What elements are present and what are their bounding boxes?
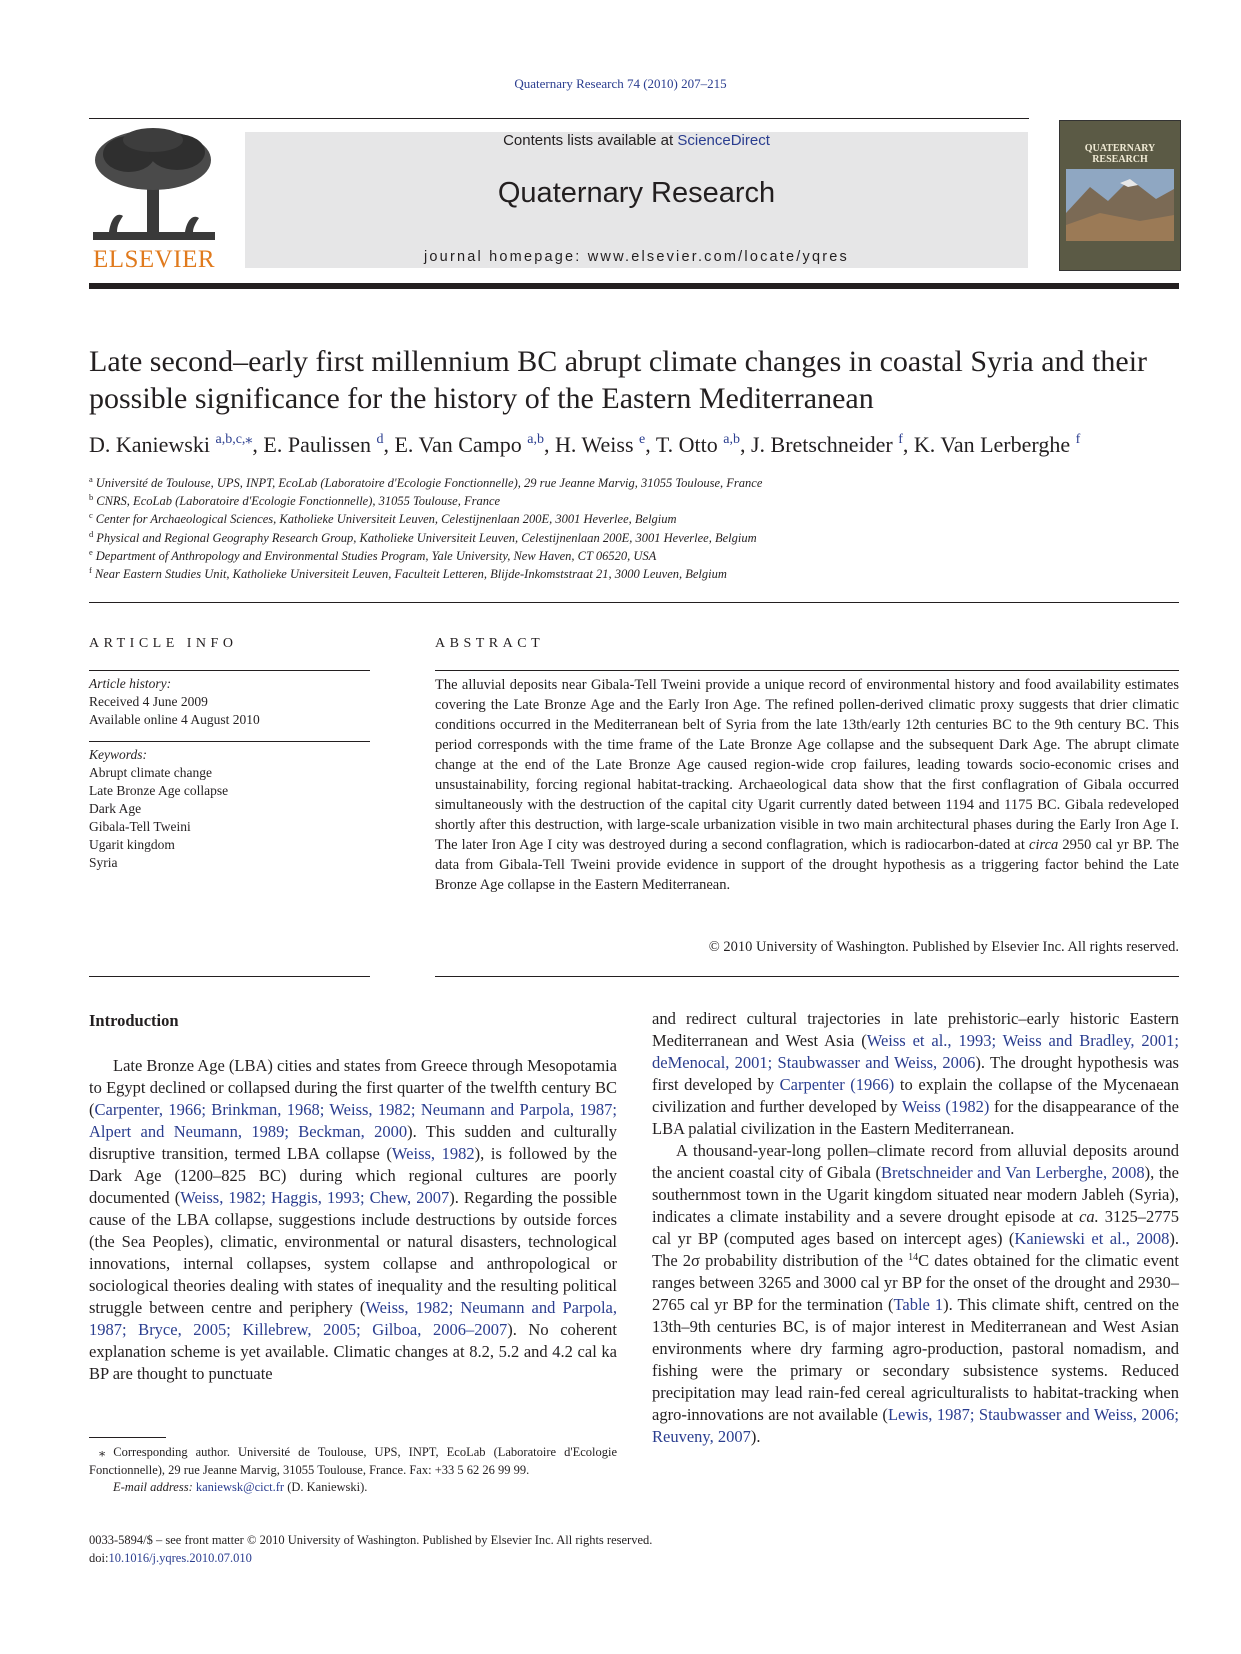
reference-link[interactable]: Weiss, 1982; Neumann and Parpola, 1987; Bryce, 2005; Killebrew, 2005; Gilboa, 2006–2007 xyxy=(89,1298,617,1339)
homepage-url[interactable]: www.elsevier.com/locate/yqres xyxy=(587,249,849,265)
keyword-item: Abrupt climate change xyxy=(89,765,212,780)
reference-link[interactable]: Carpenter (1966) xyxy=(779,1075,895,1094)
issn-line: 0033-5894/$ – see front matter © 2010 University of Washington. Published by Elsevier Inc. All rights reserved. xyxy=(89,1533,653,1547)
author-affiliation-marker[interactable]: a,b xyxy=(723,432,740,447)
abstract-rule xyxy=(435,976,1179,977)
article-history xyxy=(89,675,370,729)
top-rule xyxy=(89,118,1029,119)
author-affiliation-marker[interactable]: a,b xyxy=(527,432,545,447)
author-name: H. Weiss xyxy=(555,432,634,457)
keyword-item: Gibala-Tell Tweini xyxy=(89,819,191,834)
journal-homepage xyxy=(245,249,1028,265)
journal-name: Quaternary Research xyxy=(497,177,776,209)
author-name: D. Kaniewski xyxy=(89,432,210,457)
homepage-prefix: journal homepage: xyxy=(424,249,588,265)
author-name: E. Paulissen xyxy=(263,432,371,457)
affiliation-item: $^f$ Near Eastern Studies Unit, Katholieke Universiteit Leuven, Faculteit Letteren, Blijde-Inkomststraat 21, 3000 Leuven, Belgium xyxy=(89,565,727,582)
affiliation-item: $^d$ Physical and Regional Geography Research Group, Katholieke Universiteit Leuven, Celestijnenlaan 200E, 3001 Heverlee, Belgium xyxy=(89,528,757,545)
header-thick-rule xyxy=(89,283,1179,289)
elsevier-tree-icon xyxy=(89,126,219,244)
author-name: K. Van Lerberghe xyxy=(913,432,1071,457)
keyword-item: Late Bronze Age collapse xyxy=(89,783,229,798)
author-list: D. Kaniewski $^{a,b,c,⁎}$, E. Paulissen $^d$, E. Van Campo $^{a,b}$, H. Weiss $^e$, T. Otto $^{a,b}$, J. Bretschneider $^f$, K. Van Lerberghe $^f$ xyxy=(89,432,1081,457)
cover-title xyxy=(1060,143,1180,165)
affiliation-item: $^c$ Center for Archaeological Sciences, Katholieke Universiteit Leuven, Celestijnenlaan 200E, 3001 Heverlee, Belgium xyxy=(89,510,677,527)
reference-link[interactable]: Kaniewski et al., 2008 xyxy=(1014,1229,1170,1248)
paragraph: and redirect cultural trajectories in late prehistoric–early historic Eastern Mediterranean and West Asia (Weiss et al., 1993; Weiss and Bradley, 2001; deMenocal, 2001; Staubwasser and Weiss, 2006). The drought hypothesis was first developed by Carpenter (1966) to explain the collapse of the Mycenaean civilization and further developed by Weiss (1982) for the disappearance of the LBA palatial civilization in the Eastern Mediterranean. xyxy=(652,1009,1179,1138)
footnote-rule xyxy=(89,1437,166,1438)
reference-link[interactable]: Weiss, 1982; Haggis, 1993; Chew, 2007 xyxy=(180,1188,450,1207)
reference-link[interactable]: Weiss et al., 1993; Weiss and Bradley, 2001; deMenocal, 2001; Staubwasser and Weiss, 2006 xyxy=(652,1031,1179,1072)
corresponding-author-footnote xyxy=(89,1444,617,1497)
abstract-rule xyxy=(435,670,1179,671)
doi-line: doi:10.1016/j.yqres.2010.07.010 xyxy=(89,1551,252,1565)
received-date: Received 4 June 2009 xyxy=(89,694,208,709)
corresponding-star-icon: ⁎ xyxy=(245,432,253,447)
body-column-left xyxy=(89,1055,617,1385)
keyword-item: Dark Age xyxy=(89,801,142,816)
author-affiliation-marker[interactable]: f xyxy=(898,432,903,447)
sciencedirect-link[interactable]: ScienceDirect xyxy=(677,132,770,149)
author-affiliation-marker[interactable]: e xyxy=(639,432,646,447)
article-info-heading: ARTICLE INFO xyxy=(89,636,238,651)
cover-title-line2: RESEARCH xyxy=(1092,154,1148,165)
footnote-star-icon: ⁎ xyxy=(99,1445,106,1459)
affiliation-item: $^a$ Université de Toulouse, UPS, INPT, EcoLab (Laboratoire d'Ecologie Fonctionnelle), 29 rue Jeanne Marvig, 31055 Toulouse, France xyxy=(89,474,763,490)
abstract-heading: ABSTRACT xyxy=(435,636,545,651)
affiliation-list xyxy=(89,474,1179,583)
contents-line xyxy=(245,132,1028,149)
journal-banner xyxy=(245,132,1028,268)
keyword-item: Syria xyxy=(89,855,118,870)
abstract-text: The alluvial deposits near Gibala-Tell Tweini provide a unique record of environmental history and food availability estimates covering the Late Bronze Age and the Early Iron Age. The refined pollen-derived climatic proxy suggests that drier climatic conditions occurred in the Mediterranean belt of Syria from the late 13th/early 12th centuries BC to the 9th century BC. This period corresponds with the time frame of the Late Bronze Age collapse and the subsequent Dark Age. The abrupt climate change at the end of the Late Bronze Age caused region-wide crop failures, leading towards socio-economic crises and unsustainability, forcing regional habitat-tracking. Archaeological data show that the first conflagration of Gibala occurred simultaneously with the destruction of the capital city Ugarit currently dated between 1194 and 1175 BC. Gibala redeveloped shortly after this destruction, with large-scale urbanization visible in two main architectural phases during the Early Iron Age I. The later Iron Age I city was destroyed during a second conflagration, which is radiocarbon-dated at circa 2950 cal yr BP. The data from Gibala-Tell Tweini provide evidence in support of the drought hypothesis as a triggering factor behind the Late Bronze Age collapse in the Eastern Mediterranean. xyxy=(435,677,1179,893)
reference-link[interactable]: Carpenter, 1966; Brinkman, 1968; Weiss, 1982; Neumann and Parpola, 1987; Alpert and Neumann, 1989; Beckman, 2000 xyxy=(89,1100,617,1141)
keywords-label: Keywords: xyxy=(89,747,147,762)
email-link[interactable]: kaniewsk@cict.fr xyxy=(195,1480,285,1494)
history-label: Article history: xyxy=(89,676,172,691)
author-affiliation-marker[interactable]: f xyxy=(1075,432,1081,447)
article-info-rule xyxy=(89,976,370,977)
keyword-item: Ugarit kingdom xyxy=(89,837,175,852)
reference-link[interactable]: Bretschneider and Van Lerberghe, 2008 xyxy=(880,1163,1145,1182)
keywords-block xyxy=(89,746,370,872)
journal-citation[interactable]: Quaternary Research 74 (2010) 207–215 xyxy=(514,76,727,91)
body-column-right xyxy=(652,1008,1179,1448)
table-link[interactable]: Table 1 xyxy=(893,1295,944,1314)
reference-link[interactable]: Weiss, 1982 xyxy=(391,1144,475,1163)
reference-link[interactable]: Weiss (1982) xyxy=(901,1097,990,1116)
journal-cover-thumbnail[interactable] xyxy=(1059,120,1181,271)
section-rule xyxy=(89,602,1179,603)
cover-title-line1: QUATERNARY xyxy=(1084,143,1156,154)
author-affiliation-marker[interactable]: a,b,c,⁎ xyxy=(215,432,253,447)
affiliation-item: $^b$ CNRS, EcoLab (Laboratoire d'Ecologie Fonctionnelle), 31055 Toulouse, France xyxy=(89,492,501,509)
author-name: E. Van Campo xyxy=(394,432,522,457)
elsevier-wordmark: ELSEVIER xyxy=(92,246,216,273)
author-name: J. Bretschneider xyxy=(750,432,893,457)
footnote-text: ⁎ Corresponding author. Université de Toulouse, UPS, INPT, EcoLab (Laboratoire d'Ecologie Fonctionnelle), 29 rue Jeanne Marvig, 31055 Toulouse, France. Fax: +33 5 62 26 99 99. xyxy=(89,1445,617,1477)
author-affiliation-marker[interactable]: d xyxy=(376,432,384,447)
elsevier-logo[interactable] xyxy=(89,126,219,272)
footnote-email-line: E-mail address: kaniewsk@cict.fr (D. Kaniewski). xyxy=(113,1480,368,1494)
affiliation-item: $^e$ Department of Anthropology and Environmental Studies Program, Yale University, New Haven, CT 06520, USA xyxy=(89,546,657,563)
doi-link[interactable]: 10.1016/j.yqres.2010.07.010 xyxy=(108,1551,252,1565)
reference-link[interactable]: Lewis, 1987; Staubwasser and Weiss, 2006; Reuveny, 2007 xyxy=(652,1405,1179,1446)
article-info-rule xyxy=(89,670,370,671)
article-info-rule xyxy=(89,741,370,742)
available-date: Available online 4 August 2010 xyxy=(89,712,260,727)
section-heading-introduction: Introduction xyxy=(89,1011,179,1030)
article-title: Late second–early first millennium BC abrupt climate changes in coastal Syria and their possible significance for the history of the Eastern Mediterranean xyxy=(89,345,1148,415)
abstract-copyright: © 2010 University of Washington. Published by Elsevier Inc. All rights reserved. xyxy=(708,939,1179,955)
paragraph: A thousand-year-long pollen–climate record from alluvial deposits around the ancient coastal city of Gibala (Bretschneider and Van Lerberghe, 2008), the southernmost town in the Ugarit kingdom situated near modern Jableh (Syria), indicates a climate instability and a severe drought episode at ca. 3125–2775 cal yr BP (computed ages based on intercept ages) (Kaniewski et al., 2008). The 2σ probability distribution of the $^{14}$C dates obtained for the climatic event ranges between 3265 and 3000 cal yr BP for the onset of the drought and 2930–2765 cal yr BP for the termination (Table 1). This climate shift, centred on the 13th–9th centuries BC, is of major interest in Mediterranean and West Asian environments where dry farming agro-production, pastoral nomadism, and fishing were the primary or secondary subsistence systems. Reduced precipitation may lead rain-fed cereal agriculturalists to habitat-tracking when agro-innovations are not available (Lewis, 1987; Staubwasser and Weiss, 2006; Reuveny, 2007). xyxy=(652,1141,1179,1446)
paragraph: Late Bronze Age (LBA) cities and states from Greece through Mesopotamia to Egypt declined or collapsed during the first quarter of the twelfth century BC (Carpenter, 1966; Brinkman, 1968; Weiss, 1982; Neumann and Parpola, 1987; Alpert and Neumann, 1989; Beckman, 2000). This sudden and culturally disruptive transition, termed LBA collapse (Weiss, 1982), is followed by the Dark Age (1200–825 BC) during which regional cultures are poorly documented (Weiss, 1982; Haggis, 1993; Chew, 2007). Regarding the possible cause of the LBA collapse, suggestions include destructions by outside forces (the Sea Peoples), climatic, environmental or natural disasters, technological innovations, internal collapses, system collapse and anthropological or sociological theories dealing with states of inequality and the resulting political struggle between centre and periphery (Weiss, 1982; Neumann and Parpola, 1987; Bryce, 2005; Killebrew, 2005; Gilboa, 2006–2007). No coherent explanation scheme is yet available. Climatic changes at 8.2, 5.2 and 4.2 cal ka BP are thought to punctuate xyxy=(89,1056,618,1383)
contents-prefix: Contents lists available at xyxy=(503,132,678,149)
author-name: T. Otto xyxy=(655,432,718,457)
